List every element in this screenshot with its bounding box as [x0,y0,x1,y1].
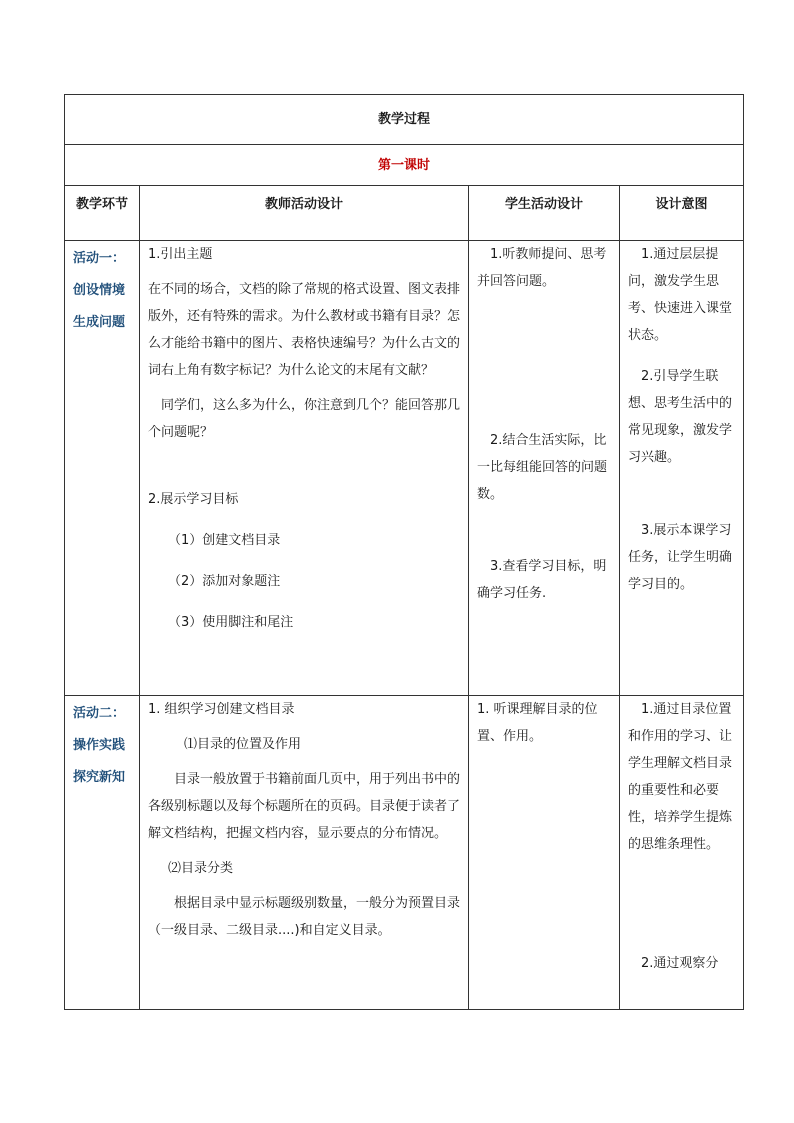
lesson-plan-table [64,94,744,1010]
a1-goal3: （3）使用脚注和尾注 [168,615,294,630]
title-row [65,95,744,145]
a2-sub2: ⑵目录分类 [168,861,234,876]
a2-sub1: ⑴目录的位置及作用 [184,737,302,752]
activity2-student [469,696,620,1010]
a1-goal2: （2）添加对象题注 [168,574,281,589]
a1-student-3: 3.查看学习目标，明确学习任务. [477,559,607,601]
period-row [65,145,744,186]
a1-student-1: 1.听教师提问、思考并回答问题。 [477,247,607,289]
table-title: 教学过程 [65,95,744,145]
a2-intent-1: 1.通过目录位置和作用的学习、让学生理解文档目录的重要性和必要性，培养学生提炼的思维条理性。 [628,702,733,852]
a1-student-2: 2.结合生活实际，比一比每组能回答的问题数。 [477,433,608,502]
a1-intent-1: 1.通过层层提问，激发学生思考、快速进入课堂状态。 [628,247,733,343]
activity1-row [65,241,744,696]
header-row [65,186,744,241]
a1-goal1: （1）创建文档目录 [168,533,281,548]
a1-intent-2: 2.引导学生联想、思考生活中的常见现象，激发学习兴趣。 [628,369,733,465]
activity2-intent [620,696,744,1010]
header-intent: 设计意图 [620,186,744,241]
period-label: 第一课时 [65,145,744,186]
a2-intent-2: 2.通过观察分 [641,956,719,971]
header-stage: 教学环节 [65,186,140,241]
activity2-row [65,696,744,1010]
activity2-teacher [140,696,469,1010]
activity1-intent [620,241,744,696]
a2-para2: 根据目录中显示标题级别数量，一般分为预置目录（一级目录、二级目录....)和自定义目录。 [148,896,461,938]
a2-item1: 1. 组织学习创建文档目录 [148,702,295,717]
activity1-student [469,241,620,696]
activity2-label: 活动二： 操作实践 探究新知 [65,696,140,1010]
a1-para2: 同学们，这么多为什么，你注意到几个？能回答那几个问题呢？ [148,398,461,440]
a1-para1: 在不同的场合，文档的除了常规的格式设置、图文表排版外，还有特殊的需求。为什么教材或书籍有目录？怎么才能给书籍中的图片、表格快速编号？为什么古文的词右上角有数字标记？为什么论文的末尾有文献？ [148,282,461,378]
a2-student-1: 1. 听课理解目录的位置、作用。 [477,702,598,744]
a1-item2: 2.展示学习目标 [148,492,239,507]
activity1-teacher [140,241,469,696]
header-teacher: 教师活动设计 [140,186,469,241]
activity1-label: 活动一： 创设情境 生成问题 [65,241,140,696]
a1-item1: 1.引出主题 [148,247,213,262]
a1-intent-3: 3.展示本课学习任务，让学生明确学习目的。 [628,523,733,592]
a2-para1: 目录一般放置于书籍前面几页中，用于列出书中的各级别标题以及每个标题所在的页码。目录便于读者了解文档结构，把握文档内容，显示要点的分布情况。 [148,772,461,841]
header-student: 学生活动设计 [469,186,620,241]
